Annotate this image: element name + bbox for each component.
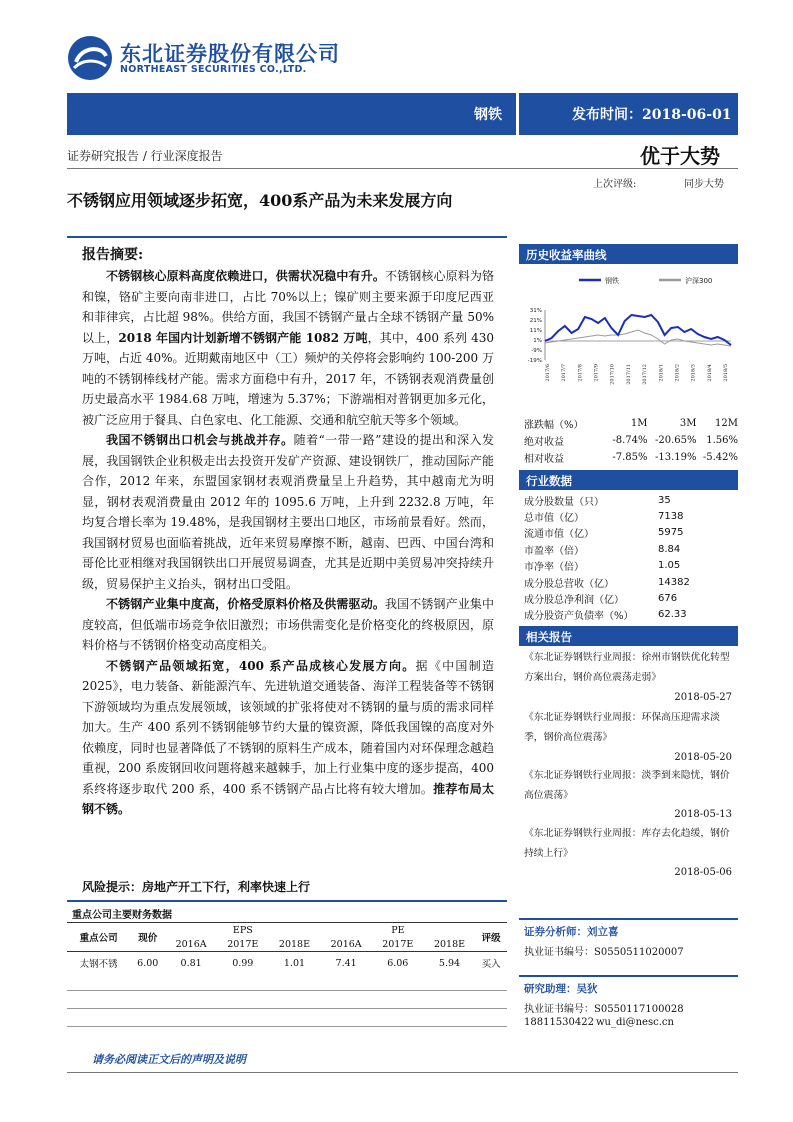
x-tick-label: 2017/6 xyxy=(545,364,551,382)
related-report-date: 2018-05-13 xyxy=(674,809,732,820)
year-header: 2017E xyxy=(227,938,259,950)
table-row: 绝对收益 -8.74% -20.65% 1.56% xyxy=(524,435,738,448)
stats-header: 12M xyxy=(715,418,738,429)
year-header: 2017E xyxy=(382,938,414,950)
table-row: 总市值（亿） 7138 xyxy=(524,511,684,525)
assistant-phone: 18811530422 xyxy=(524,1017,594,1028)
x-tick-label: 2017/8 xyxy=(577,364,584,382)
analyst-cert: 执业证书编号：S0550511020007 xyxy=(524,947,684,958)
table-row: 成分股资产负债率（%） 62.33 xyxy=(524,609,687,623)
x-tick-label: 2017/11 xyxy=(625,364,632,385)
risk-warning: 风险提示：房地产开工下行，利率快速上行 xyxy=(82,880,311,894)
related-report-date: 2018-05-20 xyxy=(674,752,732,763)
financials-table xyxy=(67,922,507,974)
x-tick-label: 2017/7 xyxy=(561,364,568,382)
industry-section-title: 行业数据 xyxy=(526,474,572,488)
section-rule xyxy=(67,236,507,238)
y-tick-label: 31% xyxy=(529,308,542,314)
year-header: 2018E xyxy=(433,938,466,950)
assistant-email[interactable]: wu_di@nesc.cn xyxy=(596,1017,674,1028)
table-row: 成分股总净利润（亿） 676 xyxy=(524,593,678,607)
financials-title: 重点公司主要财务数据 xyxy=(72,910,172,921)
section-rule xyxy=(67,900,507,902)
sector-label: 钢铁 xyxy=(474,107,502,123)
publish-date: 发布时间：2018-06-01 xyxy=(572,107,732,123)
table-row: 成分股数量（只） 35 xyxy=(524,494,671,508)
related-report-link[interactable]: 《东北证券钢铁行业周报：库存去化趋缓，钢价持续上行》 xyxy=(524,828,730,859)
table-rule xyxy=(67,1008,507,1009)
company-name-en: NORTHEAST SECURITIES CO.,LTD. xyxy=(120,64,307,75)
legend-label-2: 沪深300 xyxy=(685,277,713,285)
rating: 优于大势 xyxy=(640,144,720,168)
paragraph-4: 不锈钢产品领域拓宽，400 系产品成核心发展方向。据《中国制造 2025》，电力装备、新能源汽车、先进轨道交通装备、海洋工程装备等不锈钢下游领域均为重点发展领域，该领域的扩张将使对不锈钢的量与质的需求同样加大。生产 400 系列不锈钢能够节约大量的镍资源，降低我国镍的高度对外依赖度，同时也显著降低了不锈钢的原料生产成本，随着国内对环保理念越趋重视，200 系废钢回收问题将越来越棘手，加上行业集中度的逐步提高，400 系终将逐步取代 200 系，400 系不锈钢产品占比将有较大增加。推荐布局太钢不锈。 xyxy=(82,658,494,816)
y-tick-label: -19% xyxy=(527,358,542,364)
related-report-link[interactable]: 《东北证券钢铁行业周报：徐州市钢铁优化转型方案出台，钢价高位震荡走弱》 xyxy=(524,652,730,683)
paragraph-3: 不锈钢产业集中度高，价格受原料价格及供需驱动。我国不锈钢产业集中度较高，但低端市场竞争依旧激烈；市场供需变化是价格变化的终极原因，原料价格与不锈钢价格变动高度相关。 xyxy=(82,597,494,652)
x-tick-label: 2017/10 xyxy=(609,364,616,385)
x-tick-label: 2018/3 xyxy=(690,364,697,382)
y-tick-label: 21% xyxy=(529,318,542,324)
stats-header: 涨跌幅（%） xyxy=(524,420,584,431)
x-tick-label: 2018/4 xyxy=(706,364,713,382)
related-report-link[interactable]: 《东北证券钢铁行业周报：环保高压迎需求淡季，钢价高位震荡》 xyxy=(524,712,720,743)
y-tick-label: 11% xyxy=(529,328,542,334)
industry-table xyxy=(524,492,738,623)
assistant-cert: 执业证书编号：S0550117100028 xyxy=(524,1004,684,1015)
year-header: 2016A xyxy=(175,938,207,950)
prev-rating-label: 上次评级: xyxy=(593,179,637,190)
table-header: 现价 xyxy=(138,933,158,944)
assistant-name: 研究助理：吴狄 xyxy=(524,983,598,995)
related-report-date: 2018-05-27 xyxy=(674,692,732,703)
table-row: 成分股总营收（亿） 14382 xyxy=(524,576,690,590)
year-header: 2016A xyxy=(330,938,362,950)
table-rule xyxy=(67,1026,507,1027)
table-header: EPS xyxy=(232,924,253,936)
legend-label-1: 钢铁 xyxy=(605,277,619,285)
x-tick-label: 2018/5 xyxy=(723,364,729,382)
assistant-rule xyxy=(519,975,738,977)
chart-section-title: 历史收益率曲线 xyxy=(526,248,607,262)
stats-header: 1M xyxy=(630,418,648,429)
paragraph-2: 我国不锈钢出口机会与挑战并存。随着“一带一路”建设的提出和深入发展，我国钢铁企业积极走出去投资开发矿产资源、建设钢铁厂，推动国际产能合作，2012 年来，东盟国家钢材表观消费量呈上升趋势，其中越南尤为明显，钢材表观消费量由 2012 年的 1095.6 万吨，上升到 2232.8 万吨，年均复合增长率为 19.48%，是我国钢材主要出口地区，市场前景看好。然而，我国钢材贸易也面临着挑战，近年来贸易摩擦不断，越南、巴西、中国台湾和哥伦比亚相继对我国钢铁出口开展贸易调查，尤其是近期中美贸易冲突持续升级，贸易保护主义抬头，钢材出口受阻。 xyxy=(82,433,494,591)
paragraph-1: 不锈钢核心原料高度依赖进口，供需状况稳中有升。不锈钢核心原料为铬和镍，铬矿主要向南非进口，占比 70%以上；镍矿则主要来源于印度尼西亚和菲律宾，占比超 98%。供给方面，我国不锈钢产量占全球不锈钢产量 50%以上，2018 年国内计划新增不锈钢产能 1082 万吨，其中，400 系列 430 万吨，占近 40%。近期戴南地区中（工）频炉的关停将会影响约 100-200 万吨的不锈钢棒线材产能。需求方面稳中有升，2017 年，不锈钢表观消费量创历史最高水平 1984.68 万吨，增速为 5.37%；下游端相对普钢更加多元化，被广泛应用于餐具、白色家电、化工能源、交通和航空航天等多个领域。 xyxy=(82,269,494,427)
logo-swirl-icon xyxy=(68,36,112,80)
analyst-name: 证券分析师：刘立喜 xyxy=(524,926,619,938)
table-header: PE xyxy=(391,924,405,936)
x-tick-label: 2018/1 xyxy=(658,364,665,382)
y-tick-label: -9% xyxy=(531,348,542,354)
report-type: 证券研究报告 / 行业深度报告 xyxy=(67,149,223,163)
table-header: 重点公司 xyxy=(79,933,118,944)
y-tick-label: 1% xyxy=(533,338,542,344)
divider xyxy=(67,168,738,169)
x-tick-label: 2017/9 xyxy=(593,364,600,382)
report-title: 不锈钢应用领域逐步拓宽，400系产品为未来发展方向 xyxy=(67,191,453,210)
footer-rule xyxy=(67,1072,738,1073)
banner-divider xyxy=(516,93,519,135)
prev-rating: 同步大势 xyxy=(684,179,724,190)
related-report-date: 2018-05-06 xyxy=(674,867,732,878)
table-rule xyxy=(67,990,507,991)
company-logo xyxy=(68,36,112,80)
return-chart xyxy=(519,270,738,410)
table-row: 太钢不锈 6.00 0.81 0.99 1.01 7.41 6.06 5.94 买入 xyxy=(67,952,507,975)
x-tick-label: 2018/2 xyxy=(674,364,681,382)
related-section-title: 相关报告 xyxy=(526,630,572,644)
table-row: 相对收益 -7.85% -13.19% -5.42% xyxy=(524,452,738,465)
table-row: 市盈率（倍） 8.84 xyxy=(524,543,681,557)
stats-header: 3M xyxy=(679,418,697,429)
abstract-heading: 报告摘要: xyxy=(82,247,144,263)
analyst-rule xyxy=(519,918,738,920)
abstract-body xyxy=(82,266,494,820)
returns-table xyxy=(524,415,738,466)
table-row: 流通市值（亿） 5975 xyxy=(524,527,684,541)
table-header: 评级 xyxy=(481,933,501,944)
related-report-link[interactable]: 《东北证券钢铁行业周报：淡季到来隐忧，钢价高位震荡》 xyxy=(524,770,730,801)
company-name-cn: 东北证券股份有限公司 xyxy=(120,42,340,66)
table-row: 市净率（倍） 1.05 xyxy=(524,560,681,574)
x-tick-label: 2017/12 xyxy=(642,364,649,385)
year-header: 2018E xyxy=(278,938,311,950)
footer-disclaimer: 请务必阅读正文后的声明及说明 xyxy=(92,1053,246,1066)
